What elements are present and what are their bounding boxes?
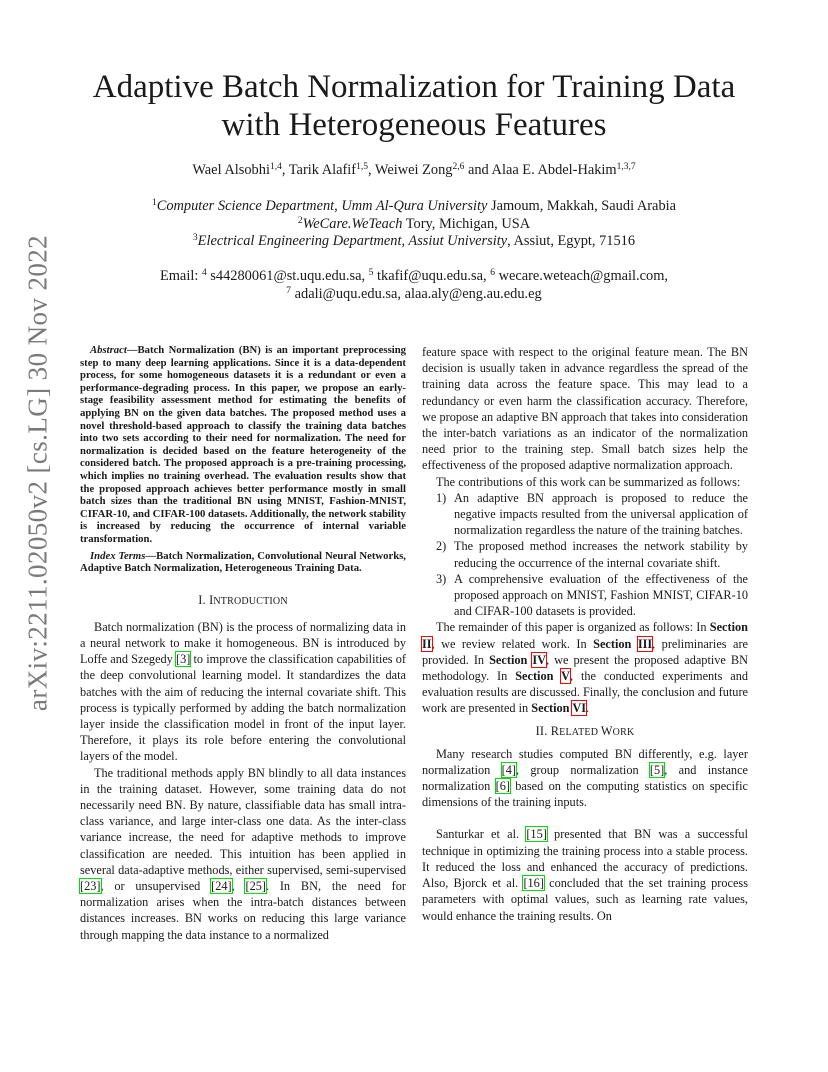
citation-link[interactable]: [6] [495, 779, 510, 794]
text-run: , the conducted experiments and evaluation results are discussed. Finally, the conclusion and future work are presented in [422, 669, 749, 716]
email-address[interactable]: wecare.weteach@gmail.com, [498, 268, 669, 284]
text-run: . [586, 701, 590, 716]
list-item [422, 571, 748, 620]
email-address[interactable]: tkafif@uqu.edu.sa, [377, 268, 487, 284]
section-word: Section [709, 620, 748, 635]
abstract-text: —Batch Normalization (BN) is an important preprocessing step to many deep learning applications. Since it is a data-dependent process, for some homogeneous datasets it is a redundant or even a performance-degrading process. In this paper, we propose an early-stage feasibility assessment method for estimating the benefits of applying BN on the given data batches. The proposed method uses a novel threshold-based approach to classify the training data batches into two sets according to their need for normalization. The need for normalization is decided based on the feature heterogeneity of the considered batch. The proposed approach is a pre-training processing, which implies no training overhead. The evaluation results show that the proposed approach achieves better performance mostly in small batch sizes than the traditional BN using MNIST, Fashion-MNIST, CIFAR-10, and CIFAR-100 datasets. Additionally, the network stability is increased by reducing the occurrence of internal variable transformation. [80, 344, 406, 545]
section-link[interactable]: VI [572, 701, 587, 716]
citation-link[interactable]: [25] [245, 878, 266, 893]
arxiv-stamp [16, 234, 60, 712]
affiliation-dept: Electrical Engineering Department, Assiut University [197, 233, 508, 249]
citation-link[interactable]: [16] [523, 876, 544, 891]
section-initial: W [600, 723, 613, 738]
section-smallcaps: ORK [612, 726, 635, 738]
email-superscript: 7 [286, 285, 292, 296]
text-run: to improve the classification capabilities of the deep convolutional learning model. It standardizes the data batches with the aim of reducing the internal covariate shift. This process is typically performed by adding the batch normalization layer inside the classification model in front of the input layer. Therefore, it plays its role before entering the convolutional layers of the model. [80, 652, 406, 764]
email-address[interactable]: s44280061@st.uqu.edu.sa, [210, 268, 366, 284]
related-paragraph-2 [422, 826, 748, 923]
contributions-list [422, 490, 748, 620]
abstract-label: Abstract [90, 344, 127, 356]
section-number: II. [535, 723, 551, 738]
text-run: , we review related work. In [431, 636, 594, 651]
arxiv-stamp-text: arXiv:2211.02050v2 [cs.LG] 30 Nov 2022 [22, 234, 53, 712]
author-superscript: 2,6 [452, 162, 465, 172]
author-separator: , [281, 162, 289, 178]
section-link[interactable]: IV [532, 652, 547, 667]
text-run: . In BN, the need for normalization arises when the intra-batch distances between distances increases. BN works on reducing this large variance through mapping the data instance to a normalized [80, 878, 406, 942]
section-heading-introduction [80, 592, 406, 610]
list-item [422, 490, 748, 539]
citation-link[interactable]: [24] [211, 878, 232, 893]
affiliation-list [80, 198, 748, 251]
text-run: presented that BN was a successful technique in optimizing the training process into a stable process. It reduced the loss and enhanced the accuracy of predictions. Also, Bjorck et al. [422, 827, 748, 891]
list-text: The proposed method increases the network stability by reducing the occurrence of the internal covariate shift. [454, 539, 748, 570]
affiliation-superscript: 3 [192, 233, 198, 243]
text-run: based on the computing statistics on specific dimensions of the training inputs. [422, 779, 749, 810]
text-run: , we present the proposed adaptive BN methodology. In [422, 652, 748, 684]
index-terms-text: —Batch Normalization, Convolutional Neural Networks, Adaptive Batch Normalization, Heterogeneous Training Data. [80, 549, 406, 575]
list-item [422, 538, 748, 570]
intro-paragraph-1 [80, 619, 406, 765]
section-number: I. [198, 592, 210, 607]
author-list [80, 162, 748, 180]
section-heading-related-work [422, 723, 748, 741]
organization-paragraph [422, 619, 748, 716]
text-run: Santurkar et al. [436, 827, 527, 842]
email-line [80, 268, 748, 286]
text-run: , group normalization [515, 762, 650, 777]
author-superscript: 1,3,7 [616, 162, 636, 172]
affiliation-line [80, 198, 748, 216]
citation-link[interactable]: [4] [501, 762, 516, 777]
section-word: Section [531, 701, 573, 716]
citation-link[interactable]: [5] [649, 762, 665, 777]
text-run: , [231, 878, 246, 893]
affiliation-line [80, 216, 748, 234]
author-superscript: 1,5 [356, 162, 368, 172]
section-smallcaps: ELATED [559, 726, 601, 738]
text-run: The traditional methods apply BN blindly to all data instances in the training dataset. However, some training data do not necessarily need BN. By nature, classifiable data has small intra-class variance, and large inter-class one data. As the inter-class variance increase, the need for adaptive methods to improve classification are needed. This intuition has been applied in several data-adaptive methods, either supervised, semi-supervised [80, 765, 406, 877]
index-terms [80, 550, 406, 575]
related-paragraph-1 [422, 746, 748, 811]
affiliation-dept: Computer Science Department, Umm Al-Qura University [156, 198, 488, 214]
email-superscript: 6 [490, 268, 495, 278]
author-superscript: 1,4 [269, 162, 282, 172]
section-link[interactable]: III [637, 636, 653, 651]
affiliation-location: Tory, Michigan, USA [402, 215, 531, 232]
section-smallcaps: NTRODUCTION [213, 595, 288, 607]
index-terms-label: Index Terms [90, 549, 146, 562]
author-name: Wael Alsobhi [192, 162, 270, 178]
author-name: Tarik Alafif [288, 162, 357, 178]
section-link[interactable]: II [422, 636, 432, 651]
text-run: Many research studies computed BN differently, e.g. layer normalization [422, 746, 748, 777]
text-run: , preliminaries are provided. In [422, 636, 749, 667]
list-text: A comprehensive evaluation of the effectiveness of the proposed approach on MNIST, Fashion MNIST, CIFAR-10 and CIFAR-100 datasets is provided. [454, 571, 748, 619]
citation-link[interactable]: [3] [175, 652, 191, 667]
affiliation-line [80, 233, 748, 251]
text-run: Batch normalization (BN) is the process of normalizing data in a neural network to make it homogeneous. BN is introduced by Loffe and Szegedy [80, 619, 406, 667]
affiliation-location: Jamoum, Makkah, Saudi Arabia [487, 198, 677, 214]
text-run: , or unsupervised [100, 878, 212, 893]
section-word: Section [515, 669, 562, 684]
section-initial: I [209, 592, 214, 607]
citation-link[interactable]: [23] [80, 878, 101, 893]
section-word: Section [593, 636, 638, 651]
section-word: Section [489, 652, 533, 667]
affiliation-location: , Assiut, Egypt, 71516 [507, 233, 636, 249]
author-separator: , [367, 162, 375, 178]
abstract [80, 344, 406, 546]
email-line [80, 286, 748, 304]
list-number: 3) [436, 571, 447, 586]
author-name: Weiwei Zong [374, 162, 453, 178]
list-text: An adaptive BN approach is proposed to reduce the negative impacts resulted from the universal application of normalization regardless the nature of the training batches. [454, 490, 748, 538]
text-run: , and instance normalization [422, 762, 748, 794]
left-column [80, 344, 406, 943]
author-separator: and [464, 162, 492, 178]
email-block [80, 268, 748, 303]
right-column [422, 344, 748, 924]
intro-paragraph-3: feature space with respect to the original feature mean. The BN decision is usually taken in advance regardless the spread of the training data across the feature space. This may lead to a redundancy or even harm the classification accuracy. Therefore, we propose an adaptive BN approach that takes into consideration the inter-batch variations as an indicator of the normalization need prior to the training step. Small batch sizes help the effectiveness of the proposed adaptive normalization approach. [422, 345, 748, 473]
email-superscript: 4 [201, 268, 207, 278]
email-label: Email: [159, 268, 199, 284]
author-name: Alaa E. Abdel-Hakim [491, 162, 617, 178]
affiliation-superscript: 2 [297, 215, 303, 226]
text-run: The remainder of this paper is organized as follows: In [436, 620, 710, 635]
paper-title: Adaptive Batch Normalization for Training Data with Heterogeneous Features [92, 69, 736, 143]
section-link[interactable]: V [561, 669, 570, 684]
section-initial: R [550, 723, 560, 738]
affiliation-dept: WeCare.WeTeach [302, 215, 403, 232]
affiliation-superscript: 1 [151, 198, 157, 208]
intro-paragraph-2 [80, 765, 406, 943]
text-run: concluded that the set training process parameters with optimal values, such as learning rate values, would enhance the training results. On [422, 876, 748, 923]
email-address[interactable]: adali@uqu.edu.sa, alaa.aly@eng.au.edu.eg [294, 285, 542, 302]
email-superscript: 5 [368, 268, 374, 278]
citation-link[interactable]: [15] [526, 827, 547, 842]
list-number: 1) [436, 490, 447, 505]
contributions-intro: The contributions of this work can be summarized as follows: [436, 474, 741, 489]
list-number: 2) [436, 539, 447, 554]
